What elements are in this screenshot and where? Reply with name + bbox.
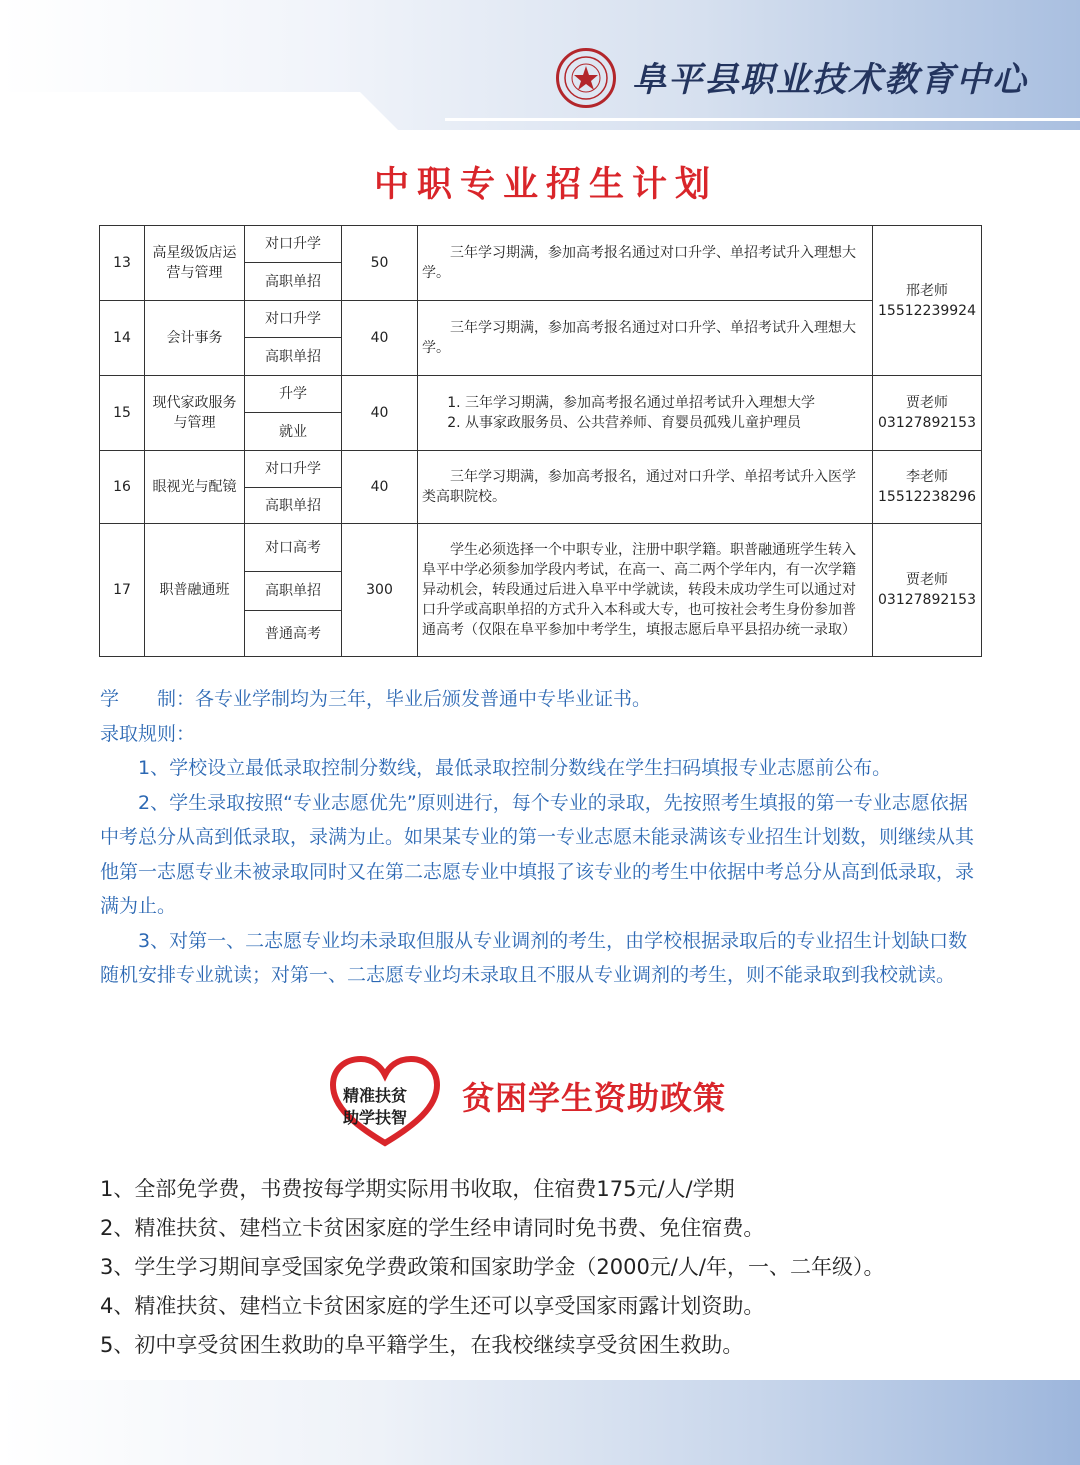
quota: 40 xyxy=(342,301,418,376)
contact xyxy=(873,376,982,451)
policy-item: 5、初中享受贫困生救助的阜平籍学生，在我校继续享受贫困生救助。 xyxy=(100,1333,744,1357)
header-decor-line xyxy=(445,118,1080,121)
contact xyxy=(873,226,982,376)
row-number: 17 xyxy=(100,524,145,657)
path-label: 对口高考 xyxy=(245,524,342,572)
path-label: 升学 xyxy=(245,376,342,413)
contact-name: 李老师 xyxy=(906,469,948,485)
quota: 50 xyxy=(342,226,418,301)
quota: 40 xyxy=(342,451,418,524)
table-row xyxy=(100,301,982,338)
major-name: 会计事务 xyxy=(145,301,245,376)
row-number: 14 xyxy=(100,301,145,376)
contact xyxy=(873,524,982,657)
school-logo-icon xyxy=(556,48,616,108)
table-row xyxy=(100,226,982,263)
path-label: 普通高考 xyxy=(245,611,342,657)
school-system: 学 制：各专业学制均为三年，毕业后颁发普通中专毕业证书。 xyxy=(100,688,652,710)
row-number: 13 xyxy=(100,226,145,301)
contact-phone: 15512238296 xyxy=(878,489,976,505)
quota: 40 xyxy=(342,376,418,451)
policy-item: 4、精准扶贫、建档立卡贫困家庭的学生还可以享受国家雨露计划资助。 xyxy=(100,1294,765,1318)
aid-policies xyxy=(100,1170,1060,1365)
path-label: 高职单招 xyxy=(245,572,342,611)
contact-phone: 15512239924 xyxy=(878,302,976,319)
contact-name: 贾老师 xyxy=(906,572,948,588)
major-name: 职普融通班 xyxy=(145,524,245,657)
path-label: 高职单招 xyxy=(245,263,342,301)
path-label: 对口升学 xyxy=(245,451,342,488)
row-number: 15 xyxy=(100,376,145,451)
header-decor-white xyxy=(0,92,400,132)
row-number: 16 xyxy=(100,451,145,524)
footer-band xyxy=(0,1380,1080,1465)
rule-item: 2、学生录取按照“专业志愿优先”原则进行，每个专业的录取，先按照考生填报的第一专业志愿依据中考总分从高到低录取，录满为止。如果某专业的第一专业志愿未能录满该专业招生计划数，则继续从其他第一志愿专业未被录取同时又在第二志愿专业中填报了该专业的考生中依据中考总分从高到低录取，录满为止。 xyxy=(100,791,975,917)
description: 学生必须选择一个中职专业，注册中职学籍。职普融通班学生转入阜平中学必须参加学段内考试，在高一、高二两个学年内，有一次学籍异动机会，转段通过后进入阜平中学就读，转段未成功学生可以通过对口升学或高职单招的方式升入本科或大专，也可按社会考生身份参加普通高考（仅限在阜平参加中考学生，填报志愿后阜平县招办统一录取） xyxy=(418,524,873,657)
rule-item: 3、对第一、二志愿专业均未录取但服从专业调剂的考生，由学校根据录取后的专业招生计划缺口数随机安排专业就读；对第一、二志愿专业均未录取且不服从专业调剂的考生，则不能录取到我校就读。 xyxy=(100,929,968,986)
path-label: 高职单招 xyxy=(245,488,342,524)
description: 1. 三年学习期满，参加高考报名通过单招考试升入理想大学 2. 从事家政服务员、公共营养师、育婴员孤残儿童护理员 xyxy=(418,376,873,451)
contact-phone: 03127892153 xyxy=(878,592,976,608)
major-name: 现代家政服务与管理 xyxy=(145,376,245,451)
school-name: 阜平县职业技术教育中心 xyxy=(632,60,1028,100)
path-label: 对口升学 xyxy=(245,301,342,338)
quota: 300 xyxy=(342,524,418,657)
policy-item: 3、学生学习期间享受国家免学费政策和国家助学金（2000元/人/年，一、二年级）。 xyxy=(100,1255,885,1279)
description: 三年学习期满，参加高考报名，通过对口升学、单招考试升入医学类高职院校。 xyxy=(418,451,873,524)
policy-item: 1、全部免学费，书费按每学期实际用书收取，住宿费175元/人/学期 xyxy=(100,1177,735,1201)
path-label: 就业 xyxy=(245,413,342,451)
aid-title: 贫困学生资助政策 xyxy=(462,1079,727,1117)
major-name: 眼视光与配镜 xyxy=(145,451,245,524)
path-label: 高职单招 xyxy=(245,338,342,376)
rules-heading: 录取规则： xyxy=(100,722,196,745)
path-label: 对口升学 xyxy=(245,226,342,263)
policy-item: 2、精准扶贫、建档立卡贫困家庭的学生经申请同时免书费、免住宿费。 xyxy=(100,1216,765,1240)
table-row xyxy=(100,451,982,488)
table-row xyxy=(100,524,982,572)
contact-name: 邢老师 xyxy=(906,282,948,299)
enrollment-table xyxy=(99,225,982,657)
description: 三年学习期满，参加高考报名通过对口升学、单招考试升入理想大学。 xyxy=(418,226,873,301)
description: 三年学习期满，参加高考报名通过对口升学、单招考试升入理想大学。 xyxy=(418,301,873,376)
contact xyxy=(873,451,982,524)
page-title: 中职专业招生计划 xyxy=(373,165,718,205)
rule-item: 1、学校设立最低录取控制分数线，最低录取控制分数线在学生扫码填报专业志愿前公布。 xyxy=(138,757,892,779)
contact-name: 贾老师 xyxy=(906,395,948,411)
contact-phone: 03127892153 xyxy=(878,415,976,431)
table-row xyxy=(100,376,982,413)
heart-badge-text: 精准扶贫 助学扶智 xyxy=(342,1086,407,1127)
admission-rules xyxy=(100,682,984,993)
major-name: 高星级饭店运营与管理 xyxy=(145,226,245,301)
